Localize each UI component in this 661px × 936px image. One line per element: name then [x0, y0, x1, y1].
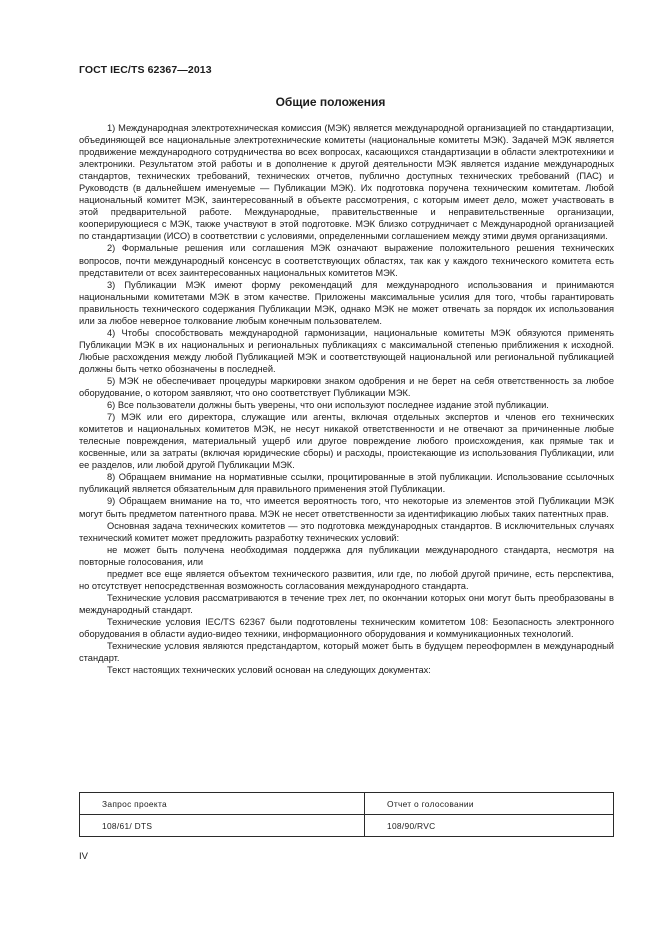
paragraph: Технические условия IEC/TS 62367 были подготовлены техническим комитетом 108: Безопасность электронного оборудования в области аудио-видео техники, информационного оборудования и коммуникационных технологий. — [79, 616, 614, 639]
paragraph: 1) Международная электротехническая комиссия (МЭК) является международной организацией по стандартизации, объединяющей все национальные электротехнические комитеты (национальные комитеты МЭК). Задачей МЭК является продвижение международного сотрудничества во всех вопросах, касающихся стандартизации в области электротехники и электроники. Результатом этой работы и в дополнение к другой деятельности МЭК является издание международных стандартов, технических требований, технических отчетов, публично доступных технических требований (ПАС) и Руководств (в дальнейшем именуемые — Публикации МЭК). Их подготовка поручена техническим комитетам. Любой национальный комитет МЭК, заинтересованный в объекте рассмотрения, с которым имеет дело, может участвовать в этой предварительной работе. Международные, правительственные и неправительственные организации, кооперирующиеся с МЭК, также участвуют в этой подготовке. МЭК близко сотрудничает с Международной организацией по стандартизации (ИСО) в соответствии с условиями, определенными соглашением между этими двумя организациями. — [79, 123, 614, 242]
table-header-cell: Отчет о голосовании — [365, 793, 614, 815]
paragraph: 3) Публикации МЭК имеют форму рекомендаций для международного использования и принимаются национальными комитетами МЭК в этом качестве. Приложены максимальные усилия для того, чтобы гарантировать правильность технического содержания Публикации МЭК, однако МЭК не может отвечать за порядок их использования или за любое неверное толкование любым конечным пользователем. — [79, 279, 614, 326]
paragraph: Технические условия являются предстандартом, который может быть в будущем переоформлен в международный стандарт. — [79, 641, 614, 664]
paragraph: 7) МЭК или его директора, служащие или агенты, включая отдельных экспертов и членов его технических комитетов и национальных комитетов МЭК, не несут никакой ответственности и не отвечают за причиненные любые телесные повреждения, материальный ущерб или другое повреждение любого происхождения, как прямые так и косвенные, или за затраты (включая юридические сборы) и расходы, проистекающие из использования Публикации, или ее разделов, или любой другой Публикации МЭК. — [79, 412, 614, 471]
section-title: Общие положения — [275, 95, 386, 109]
paragraph: предмет все еще является объектом технического развития, или где, по любой другой причине, есть перспектива, но отсутствует непосредственная возможность согласования международного стандарта. — [79, 568, 614, 591]
paragraph: Текст настоящих технических условий основан на следующих документах: — [107, 665, 431, 676]
body-text — [79, 122, 614, 676]
table-header-cell: Запрос проекта — [80, 793, 365, 815]
paragraph: Технические условия рассматриваются в течение трех лет, по окончании которых они могут быть преобразованы в международный стандарт. — [79, 592, 614, 615]
paragraph: Основная задача технических комитетов — это подготовка международных стандартов. В исключительных случаях технический комитет может предложить разработку технических условий: — [79, 520, 614, 543]
table-cell: 108/61/ DTS — [80, 815, 365, 837]
paragraph: 8) Обращаем внимание на нормативные ссылки, процитированные в этой публикации. Использование ссылочных публикаций является обязательным для правильного применения этой Публикации. — [79, 472, 614, 495]
paragraph: 9) Обращаем внимание на то, что имеется вероятность того, что некоторые из элементов этой Публикации МЭК могут быть предметом патентного права. МЭК не несет ответственности за идентификацию любых таких патентных прав. — [79, 496, 614, 519]
table-row — [80, 815, 614, 837]
table-header-row — [80, 793, 614, 815]
paragraph: 4) Чтобы способствовать международной гармонизации, национальные комитеты МЭК обязуются применять Публикации МЭК в их национальных и региональных публикациях с максимальной степенью приближения к исходной. Любые расхождения между любой Публикацией МЭК и соответствующей национальной или региональной публикацией должны быть четко обозначены в последней. — [79, 327, 614, 374]
paragraph: 5) МЭК не обеспечивает процедуры маркировки знаком одобрения и не берет на себя ответственность за любое оборудование, о котором заявляют, что оно соответствует Публикации МЭК. — [79, 375, 614, 399]
page-number: IV — [79, 851, 88, 862]
paragraph: 2) Формальные решения или соглашения МЭК означают выражение положительного решения технических вопросов, почти международный консенсус в соответствующих областях, так как у каждого технического комитета есть представители от всех заинтересованных национальных комитетов МЭК. — [79, 243, 614, 278]
documents-table — [79, 792, 614, 837]
paragraph: не может быть получена необходимая поддержка для публикации международного стандарта, несмотря на повторные голосования, или — [79, 544, 614, 567]
table-cell: 108/90/RVC — [365, 815, 614, 837]
paragraph: 6) Все пользователи должны быть уверены, что они используют последнее издание этой публикации. — [107, 400, 549, 411]
document-code: ГОСТ IEC/TS 62367—2013 — [79, 64, 212, 76]
